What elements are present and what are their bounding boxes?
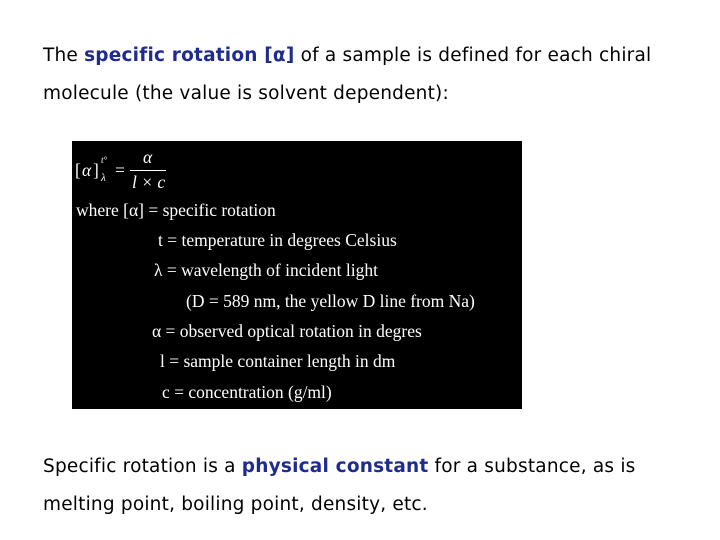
definition-observed-rotation: α = observed optical rotation in degres	[152, 321, 422, 341]
formula-wavelength-subscript: λ	[101, 172, 106, 184]
formula-fraction-line	[130, 170, 166, 171]
definition-sodium-d-line: (D = 589 nm, the yellow D line from Na)	[186, 291, 475, 311]
formula-bracket-open: [	[75, 160, 81, 180]
formula-denominator: l × c	[132, 172, 166, 192]
definition-path-length: l = sample container length in dm	[160, 351, 396, 371]
definition-concentration: c = concentration (g/ml)	[162, 382, 332, 402]
formula-panel	[72, 141, 522, 409]
outro-text-after: for a substance, as is melting point, boiling point, density, etc.	[43, 456, 636, 515]
intro-text-before: The	[43, 45, 85, 66]
formula-lhs-alpha: α	[82, 160, 92, 180]
intro-text-after: of a sample is defined for each chiral molecule (the value is solvent dependent):	[43, 45, 652, 104]
intro-paragraph	[43, 37, 703, 113]
outro-paragraph	[43, 448, 703, 524]
formula-bracket-close: ]	[93, 160, 99, 180]
specific-rotation-term: specific rotation [α]	[84, 45, 295, 66]
formula-temperature-superscript: t°	[101, 155, 108, 165]
outro-text-before: Specific rotation is a	[43, 456, 242, 477]
formula-equals: =	[115, 160, 125, 180]
definition-temperature: t = temperature in degrees Celsius	[158, 230, 397, 250]
definition-wavelength: λ = wavelength of incident light	[154, 260, 378, 280]
formula-numerator: α	[143, 147, 153, 167]
definition-specific-rotation: where [α] = specific rotation	[76, 200, 276, 220]
physical-constant-term: physical constant	[241, 456, 429, 477]
